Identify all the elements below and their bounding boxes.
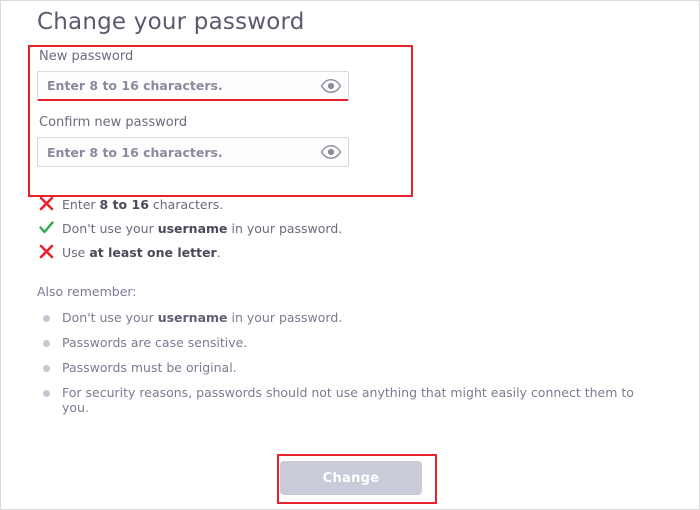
list-item-text: Don't use your username in your password.: [62, 310, 343, 325]
confirm-password-input-wrap[interactable]: [37, 137, 349, 167]
new-password-input-wrap[interactable]: [37, 71, 349, 101]
validation-rule: [37, 245, 637, 260]
list-item: [37, 385, 637, 415]
submit-row: [1, 461, 700, 495]
bullet-icon: [43, 340, 50, 347]
validation-rule-text: Enter 8 to 16 characters.: [62, 197, 224, 212]
validation-rule-text: Use at least one letter.: [62, 245, 221, 260]
new-password-input[interactable]: [38, 72, 348, 99]
bullet-icon: [43, 315, 50, 322]
validation-rule: [37, 221, 637, 236]
eye-icon[interactable]: [320, 78, 342, 94]
also-remember-title: Also remember:: [37, 284, 137, 299]
new-password-group: [37, 49, 637, 101]
change-button[interactable]: Change: [280, 461, 422, 495]
check-icon: [37, 220, 55, 235]
confirm-password-input[interactable]: [38, 138, 348, 166]
validation-rules: [37, 197, 637, 260]
validation-rule: [37, 197, 637, 212]
list-item-text: Passwords are case sensitive.: [62, 335, 248, 350]
also-remember-list: [37, 310, 637, 415]
form-content: [37, 9, 637, 425]
list-item-text: Passwords must be original.: [62, 360, 237, 375]
new-password-label: New password: [39, 49, 134, 64]
validation-rule-text: Don't use your username in your password.: [62, 221, 343, 236]
bullet-icon: [43, 365, 50, 372]
confirm-password-group: [37, 115, 637, 167]
list-item-text: For security reasons, passwords should not use anything that might easily connect them to you.: [62, 385, 634, 415]
list-item: [37, 310, 637, 325]
confirm-password-label: Confirm new password: [39, 115, 188, 130]
cross-icon: [37, 196, 55, 211]
list-item: [37, 360, 637, 375]
list-item: [37, 335, 637, 350]
eye-icon[interactable]: [320, 144, 342, 160]
cross-icon: [37, 244, 55, 259]
page-title: Change your password: [37, 9, 305, 35]
bullet-icon: [43, 390, 50, 397]
